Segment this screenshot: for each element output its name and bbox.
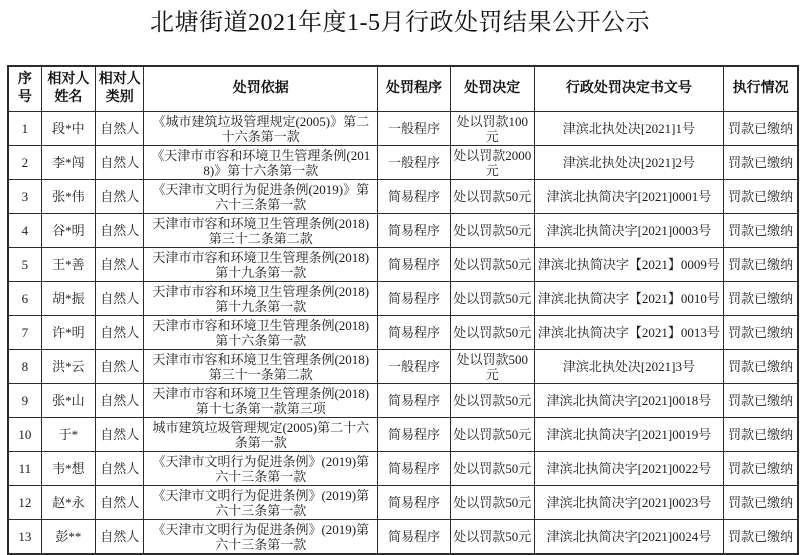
cell-name: 许*明 xyxy=(41,316,96,350)
cell-status: 罚款已缴纳 xyxy=(724,350,798,384)
cell-name: 胡*振 xyxy=(41,282,96,316)
cell-basis: 《天津市市容和环境卫生管理条例(2018)》第十六条第一款 xyxy=(144,146,378,180)
table-row xyxy=(8,316,798,350)
cell-status: 罚款已缴纳 xyxy=(724,282,798,316)
cell-decision: 处以罚款500元 xyxy=(450,350,534,384)
cell-doc_no: 津滨北执简决字【2021】0009号 xyxy=(534,248,724,282)
table-row xyxy=(8,384,798,418)
cell-procedure: 简易程序 xyxy=(378,214,451,248)
cell-decision: 处以罚款50元 xyxy=(450,316,534,350)
cell-doc_no: 津滨北执简决字[2021]0003号 xyxy=(534,214,724,248)
table-row xyxy=(8,350,798,384)
column-header-name: 相对人姓名 xyxy=(41,66,96,112)
cell-status: 罚款已缴纳 xyxy=(724,418,798,452)
cell-name: 张*山 xyxy=(41,384,96,418)
cell-category: 自然人 xyxy=(96,384,144,418)
page-title: 北塘街道2021年度1-5月行政处罚结果公开公示 xyxy=(150,10,650,36)
table-row xyxy=(8,248,798,282)
cell-doc_no: 津滨北执简决字[2021]0001号 xyxy=(534,180,724,214)
table-row xyxy=(8,180,798,214)
cell-basis: 天津市市容和环境卫生管理条例(2018)第三十一条第二款 xyxy=(144,350,378,384)
cell-basis: 天津市市容和环境卫生管理条例(2018)第十九条第一款 xyxy=(144,282,378,316)
cell-decision: 处以罚款50元 xyxy=(450,418,534,452)
cell-no: 6 xyxy=(8,282,41,316)
table-row xyxy=(8,214,798,248)
cell-name: 于* xyxy=(41,418,96,452)
cell-decision: 处以罚款50元 xyxy=(450,486,534,520)
cell-decision: 处以罚款50元 xyxy=(450,282,534,316)
cell-no: 13 xyxy=(8,520,41,555)
cell-category: 自然人 xyxy=(96,418,144,452)
cell-status: 罚款已缴纳 xyxy=(724,146,798,180)
cell-decision: 处以罚款2000元 xyxy=(450,146,534,180)
cell-category: 自然人 xyxy=(96,282,144,316)
cell-category: 自然人 xyxy=(96,146,144,180)
cell-category: 自然人 xyxy=(96,248,144,282)
cell-doc_no: 津滨北执简决字[2021]0022号 xyxy=(534,452,724,486)
cell-procedure: 简易程序 xyxy=(378,282,451,316)
cell-category: 自然人 xyxy=(96,180,144,214)
table-row xyxy=(8,112,798,146)
cell-doc_no: 津滨北执简决字[2021]0024号 xyxy=(534,520,724,555)
cell-doc_no: 津滨北执简决字[2021]0019号 xyxy=(534,418,724,452)
cell-doc_no: 津滨北执简决字【2021】0013号 xyxy=(534,316,724,350)
cell-category: 自然人 xyxy=(96,520,144,555)
cell-name: 王*善 xyxy=(41,248,96,282)
cell-decision: 处以罚款50元 xyxy=(450,214,534,248)
cell-procedure: 简易程序 xyxy=(378,418,451,452)
cell-procedure: 简易程序 xyxy=(378,384,451,418)
cell-no: 5 xyxy=(8,248,41,282)
page xyxy=(0,7,800,552)
cell-name: 谷*明 xyxy=(41,214,96,248)
table-header-row xyxy=(8,66,798,112)
table-row xyxy=(8,486,798,520)
cell-name: 赵*永 xyxy=(41,486,96,520)
cell-basis: 天津市市容和环境卫生管理条例(2018)第十七条第一款第三项 xyxy=(144,384,378,418)
cell-name: 韦*想 xyxy=(41,452,96,486)
cell-doc_no: 津滨北执简决字[2021]0023号 xyxy=(534,486,724,520)
table-row xyxy=(8,282,798,316)
cell-procedure: 一般程序 xyxy=(378,112,451,146)
cell-no: 3 xyxy=(8,180,41,214)
cell-name: 段*中 xyxy=(41,112,96,146)
cell-no: 4 xyxy=(8,214,41,248)
cell-basis: 天津市市容和环境卫生管理条例(2018)第三十二条第二款 xyxy=(144,214,378,248)
cell-no: 10 xyxy=(8,418,41,452)
table-row xyxy=(8,146,798,180)
cell-status: 罚款已缴纳 xyxy=(724,316,798,350)
cell-doc_no: 津滨北执简决字【2021】0010号 xyxy=(534,282,724,316)
cell-procedure: 简易程序 xyxy=(378,520,451,555)
cell-no: 1 xyxy=(8,112,41,146)
cell-no: 9 xyxy=(8,384,41,418)
table-row xyxy=(8,418,798,452)
cell-category: 自然人 xyxy=(96,316,144,350)
cell-procedure: 简易程序 xyxy=(378,180,451,214)
cell-name: 张*伟 xyxy=(41,180,96,214)
cell-decision: 处以罚款50元 xyxy=(450,248,534,282)
cell-doc_no: 津滨北执处决[2021]1号 xyxy=(534,112,724,146)
cell-basis: 天津市市容和环境卫生管理条例(2018)第十九条第一款 xyxy=(144,248,378,282)
cell-basis: 《天津市文明行为促进条例》(2019)第六十三条第一款 xyxy=(144,520,378,555)
cell-no: 11 xyxy=(8,452,41,486)
cell-decision: 处以罚款50元 xyxy=(450,520,534,555)
cell-status: 罚款已缴纳 xyxy=(724,248,798,282)
cell-decision: 处以罚款50元 xyxy=(450,384,534,418)
column-header-procedure: 处罚程序 xyxy=(378,66,451,112)
cell-name: 彭** xyxy=(41,520,96,555)
cell-category: 自然人 xyxy=(96,112,144,146)
cell-procedure: 一般程序 xyxy=(378,350,451,384)
cell-status: 罚款已缴纳 xyxy=(724,112,798,146)
cell-basis: 《天津市文明行为促进条例》(2019)第六十三条第一款 xyxy=(144,486,378,520)
cell-basis: 《天津市文明行为促进条例(2019)》第六十三条第一款 xyxy=(144,180,378,214)
cell-basis: 《城市建筑垃圾管理规定(2005)》第二十六条第一款 xyxy=(144,112,378,146)
column-header-status: 执行情况 xyxy=(724,66,798,112)
cell-status: 罚款已缴纳 xyxy=(724,486,798,520)
cell-procedure: 简易程序 xyxy=(378,452,451,486)
cell-decision: 处以罚款100元 xyxy=(450,112,534,146)
cell-basis: 城市建筑垃圾管理规定(2005)第二十六条第一款 xyxy=(144,418,378,452)
cell-status: 罚款已缴纳 xyxy=(724,180,798,214)
column-header-decision: 处罚决定 xyxy=(450,66,534,112)
cell-category: 自然人 xyxy=(96,486,144,520)
column-header-basis: 处罚依据 xyxy=(144,66,378,112)
cell-status: 罚款已缴纳 xyxy=(724,214,798,248)
table-row xyxy=(8,520,798,555)
cell-basis: 《天津市文明行为促进条例》(2019)第六十三条第一款 xyxy=(144,452,378,486)
penalty-results-table xyxy=(7,65,799,555)
cell-no: 8 xyxy=(8,350,41,384)
cell-basis: 天津市市容和环境卫生管理条例(2018)第十六条第一款 xyxy=(144,316,378,350)
cell-doc_no: 津滨北执处决[2021]3号 xyxy=(534,350,724,384)
cell-status: 罚款已缴纳 xyxy=(724,384,798,418)
cell-procedure: 一般程序 xyxy=(378,146,451,180)
cell-procedure: 简易程序 xyxy=(378,248,451,282)
cell-no: 2 xyxy=(8,146,41,180)
table-row xyxy=(8,452,798,486)
column-header-no: 序号 xyxy=(8,66,41,112)
cell-category: 自然人 xyxy=(96,350,144,384)
cell-decision: 处以罚款50元 xyxy=(450,452,534,486)
cell-no: 7 xyxy=(8,316,41,350)
cell-decision: 处以罚款50元 xyxy=(450,180,534,214)
cell-status: 罚款已缴纳 xyxy=(724,520,798,555)
cell-category: 自然人 xyxy=(96,452,144,486)
cell-procedure: 简易程序 xyxy=(378,486,451,520)
cell-procedure: 简易程序 xyxy=(378,316,451,350)
cell-no: 12 xyxy=(8,486,41,520)
cell-doc_no: 津滨北执简决字[2021]0018号 xyxy=(534,384,724,418)
cell-status: 罚款已缴纳 xyxy=(724,452,798,486)
cell-name: 李*闯 xyxy=(41,146,96,180)
cell-doc_no: 津滨北执处决[2021]2号 xyxy=(534,146,724,180)
cell-category: 自然人 xyxy=(96,214,144,248)
column-header-doc_no: 行政处罚决定书文号 xyxy=(534,66,724,112)
column-header-category: 相对人类别 xyxy=(96,66,144,112)
cell-name: 洪*云 xyxy=(41,350,96,384)
